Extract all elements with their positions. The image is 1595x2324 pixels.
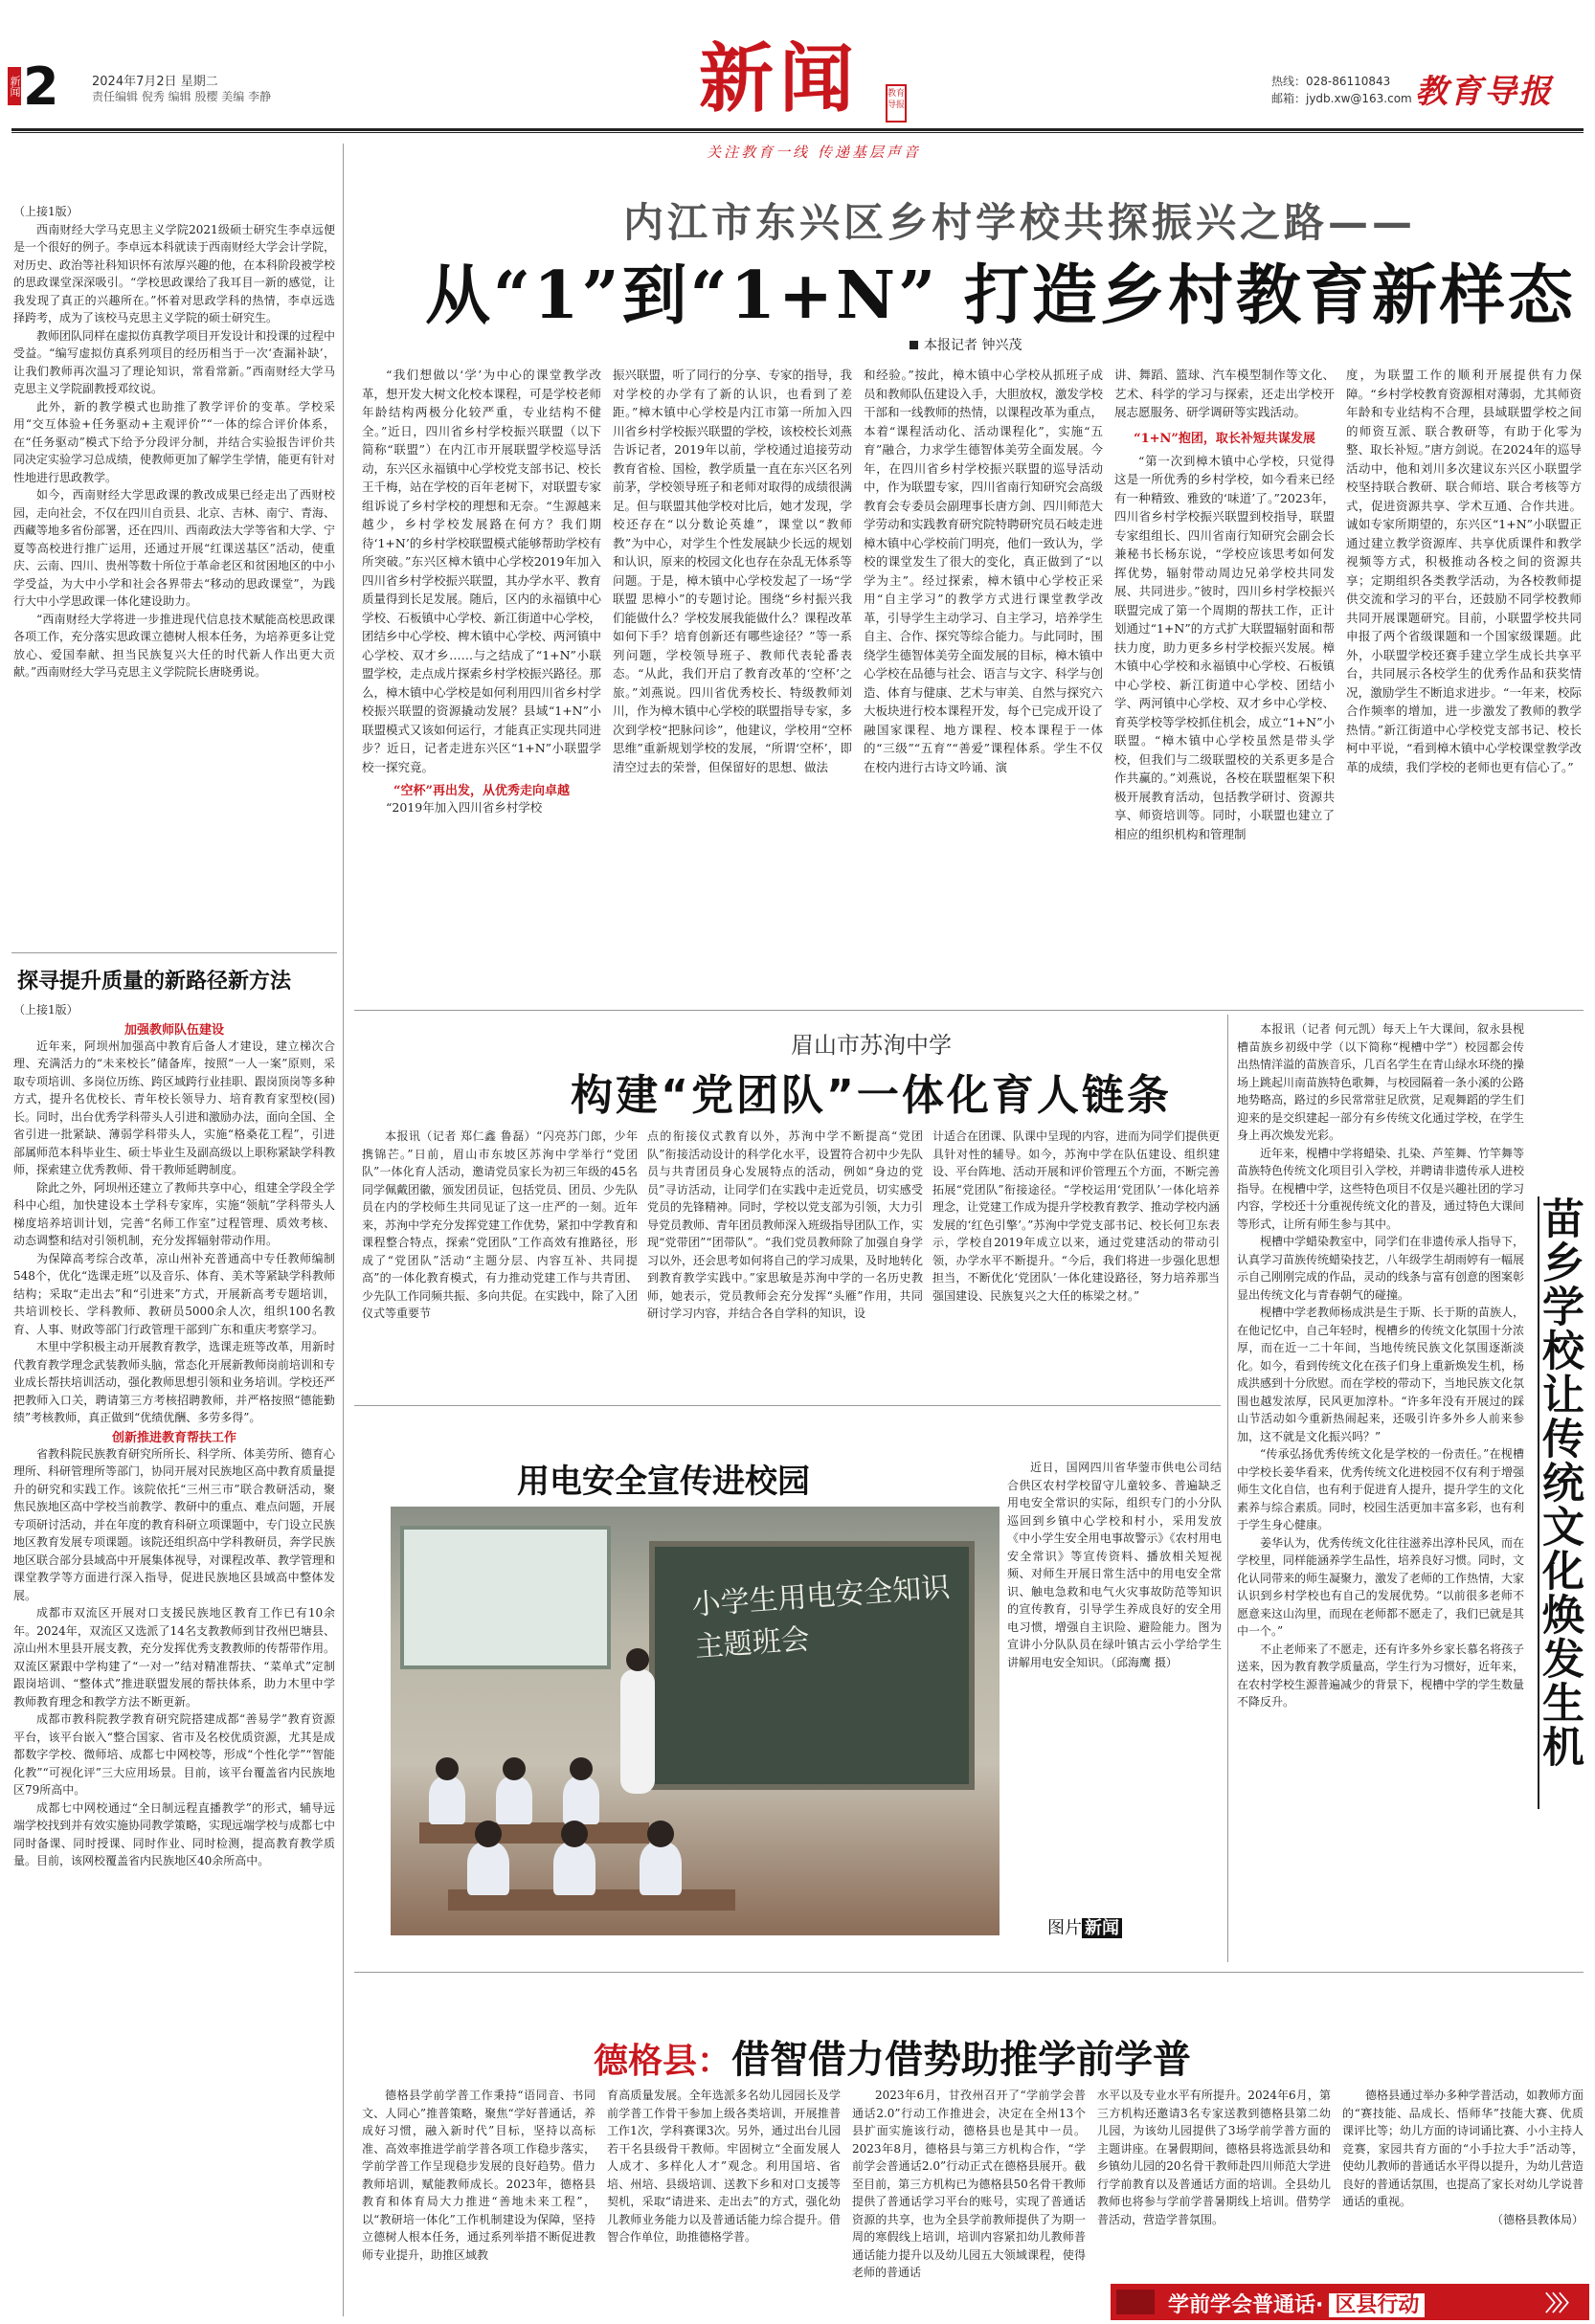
lead-column-4 (1114, 366, 1335, 997)
paragraph: 2023年6月，甘孜州召开了“学前学会普通话2.0”行动工作推进会，决定在全州13个县扩面实施该行动，德格县也是其中一员。2023年8月，德格县与第三方机构合作，“学前学会普通话2.0”行动正式在德格县展开。截至目前，第三方机构已为德格县50名骨干教师提供了普通话学习平台的账号，实现了普通话资源的共享，也为全县学前教师提供了为期一周的寒假线上培训，培训内容紧扣幼儿教师普通话能力提升以及幼儿园五大领域课程，使得老师的普通话 (852, 2089, 1086, 2279)
left-story-2-title: 探寻提升质量的新路径新方法 (17, 970, 292, 994)
paragraph: 除此之外，阿坝州还建立了教师共享中心，组建全学段全学科中心组，加快建设本土学科专家库，实施“领航”学科带头人梯度培养培训计划，完善“名师工作室”过程管理、质效考核、动态调整和结对引领机制，充分发挥辐射带动作用。 (13, 1180, 335, 1247)
subheading: 创新推进教育帮扶工作 (111, 1430, 236, 1445)
paragraph: 成都七中网校通过“全日制远程直播教学”的形式，辅导远端学校找到并有效实施协同教学策略，实现远端学校与成都七中同时备课、同时授课、同时作业、同时检测，提高教育教学质量。目前，该网校覆盖省内民族地区40余所高中。 (13, 1800, 335, 1867)
continuation-note: （上接1版） (13, 205, 79, 218)
paragraph: 近年来，枧槽中学将蜡染、扎染、芦笙舞、竹竿舞等苗族特色传统文化项目引入学校，并聘请非遗传承人进校指导。在枧槽中学，这些特色项目不仅是兴趣社团的学习内容，学校还十分重视传统文化的普及，通过特色大课间等形式，让所有师生参与其中。 (1237, 1146, 1524, 1231)
paragraph: 枧槽中学老教师杨成洪是生于斯、长于斯的苗族人，在他记忆中，自己年轻时，枧槽乡的传统文化氛围十分浓厚，而在近一二十年间，当地传统民族文化氛围逐渐淡化。如今，看到传统文化在孩子们身上重新焕发生机，杨成洪感到十分欣慰。而在学校的带动下，当地民族文化氛围也越发浓厚，民风更加淳朴。“许多年没有开展过的踩山节活动如今重新热闹起来，还吸引许多外乡人前来参加，这不就是文化振兴吗？” (1237, 1306, 1524, 1443)
section-title: 新闻 (699, 35, 861, 123)
dege-headline (594, 2029, 1455, 2084)
dege-column-3 (852, 2087, 1086, 2320)
student-figure (553, 1842, 595, 1895)
paragraph: 振兴联盟，听了同行的分享、专家的指导，我对学校的办学有了新的认识，也看到了差距。”樟木镇中心学校是内江市第一所加入四川省乡村学校振兴联盟的学校，该校校长刘燕告诉记者，2019年以前，学校通过追接劳动教育省检、国检，教学质量一直在东兴区名列前茅，学校领导班子和老师对取得的成绩很满足。但与联盟其他学校对比后，她才发现，学校还存在“以分数论英雄”，课堂以“教师教”为中心，对学生个性发展缺少长远的规划和认识，原来的校园文化也存在杂乱无体系等问题。于是，樟木镇中心学校发起了一场“学联盟 思樟小”的专题讨论。围绕“乡村振兴我们能做什么？学校发展我能做什么？课程改革如何下手？培育创新还有哪些途径？”等一系列问题，学校领导班子、教师代表轮番表态。“从此，我们开启了教育改革的‘空杯’之旅。”刘燕说。四川省优秀校长、特级教师刘川，作为樟木镇中心学校的联盟指导专家，多次到学校“把脉问诊”，他建议，学校用“空杯思维”重新规划学校的发展，“所谓‘空杯’，即清空过去的荣誉，但保留好的思想、做法 (613, 368, 852, 774)
lead-story-bottom-rule (354, 1010, 1584, 1011)
paragraph: 教师团队同样在虚拟仿真教学项目开发设计和投课的过程中受益。“编写虚拟仿真系列项目的经历相当于一次‘查漏补缺’，让我们教师再次温习了理论知识，常看常新。”西南财经大学马克思主义学院副教授邓纹说。 (13, 328, 336, 395)
student-figure (563, 1777, 599, 1824)
paragraph: 如今，西南财经大学思政课的教改成果已经走出了西财校园，走向社会，不仅在四川自贡县、北京、吉林、南宁、青海、西藏等地多省份部署，还在四川、西南政法大学等省和大学、宁夏等高校进行推广运用，还通过开展“红课送基区”活动，使重庆、云南、四川、贵州等数十所位于革命老区和贫困地区的中小学受益，为大中小学和社会各界带去“移动的思政课堂”，为践行大中小学思政课一体化建设助力。 (13, 488, 336, 608)
left-story-1 (13, 203, 335, 682)
right-column-divider (1227, 1015, 1228, 1962)
paragraph: 本报讯（记者 何元凯）每天上午大课间，叙永县枧槽苗族乡初级中学（以下简称“枧槽中学”）校园都会传出热情洋溢的苗族音乐，几百名学生在青山绿水环绕的操场上跳起川南苗族特色歌舞，与校园隔着一条小溪的公路地势略高，路过的乡民常常驻足欣赏，足观舞蹈的学生们迎来的是交织建起一部分有乡传统文化通过学校，在学生身上再次焕发光彩。 (1237, 1022, 1524, 1142)
student-figure (429, 1777, 465, 1824)
paragraph: 为保障高考综合改革，凉山州补充普通高中专任教师编制548个，优化“选课走班”以及音乐、体育、美术等紧缺学科教师结构；采取“走出去”和“引进来”方式，开展新高考专题培训，共培训校长、学科教师、教研员5000余人次，组织100名教育、人事、财政等部门行政管理干部到广东和重庆考察学习。 (13, 1251, 335, 1336)
paragraph: 成都市双流区开展对口支援民族地区教育工作已有10余年。2024年，双流区又选派了14名支教教师到甘孜州巴塘县、凉山州木里县开展支教，充分发挥优秀支教教师的传帮带作用。双流区紧跟中学构建了“一对一”结对精准帮扶、“菜单式”定制跟岗培训、“整体式”推进联盟发展的帮扶体系，助力木里中学教师教育理念和教学方法不断更新。 (13, 1606, 335, 1709)
left-column-divider (343, 144, 344, 2316)
paragraph: 点的衔接仪式教育以外，苏洵中学不断提高“党团队”衔接活动设计的科学化水平，设置符合初中少先队员与共青团员身心发展特点的活动，例如“身边的党员”寻访活动，让同学们在实践中走近党员，切实感受党员的先锋精神。同时，学校以党支部为引领，大力引导党员教师、青年团员教师深入班级指导团队工作，实现“党带团”“团带队”。“我们党员教师除了加强自身学习以外，还会思考如何将自己的学习成果，及时地转化到教育教学实践中。”家思敏是苏洵中学的一名历史教师，她表示，党员教师会充分发挥“头雁”作用，共同研讨学习内容，并结合各自学科的知识，设 (647, 1129, 923, 1320)
paragraph: 不止老师来了不愿走，还有许多外乡家长慕名将孩子送来，因为教育教学质量高，学生行为习惯好，近年来，在农村学校生源普遍减少的背景下，枧槽中学的学生数量不降反升。 (1237, 1642, 1524, 1709)
paragraph: 本报讯（记者 郑仁鑫 鲁磊）“闪亮苏门郎，少年携锦芒。”日前，眉山市东坡区苏洵中学举行“党团队”一体化育人活动，邀请党员家长为初三年级的45名同学佩戴团徽，颁发团员证，包括党员、团员、少先队员在内的学校师生共同见证了这一庄严的一刻。近年来，苏洵中学充分发挥党建工作优势，紧扣中学教育和课程整合特点，探索“党团队”工作高效有推路径，形成了“党团队”活动“主题分层、内容互补、共同提高”的一体化教育模式，有力推动党建工作与共青团、少先队工作同频共振、多向共促。在实践中，除了入团仪式等重要节 (362, 1129, 638, 1320)
window-image (400, 1526, 611, 1669)
left-story-2 (13, 1001, 335, 2322)
lead-kicker: 内江市东兴区乡村学校共探振兴之路—— (622, 199, 1416, 246)
lead-headline: 从“1”到“1+N” 打造乡村教育新样态 (425, 257, 1576, 334)
page-number: 2 (23, 56, 59, 117)
tag-prefix: 图片 (1047, 1918, 1082, 1938)
photo-headline: 用电安全宣传进校园 (517, 1463, 810, 1501)
paragraph: 枧槽中学蜡染教室中，同学们在非遗传承人指导下，认真学习苗族传统蜡染技艺，八年级学生胡雨婷有一幅展示自己刚刚完成的作品，灵动的线条与富有创意的图案彰显出传统文化与青春朝气的碰撞。 (1237, 1235, 1524, 1302)
desk-shape (419, 1822, 649, 1844)
student-head (436, 1757, 459, 1780)
meishan-headline: 构建“党团队”一体化育人链条 (571, 1071, 1172, 1120)
photo-caption (1007, 1459, 1222, 1909)
tagline: 关注教育一线 传递基层声音 (707, 144, 921, 161)
meishan-bottom-rule (354, 1405, 1221, 1406)
student-head (503, 1757, 526, 1780)
byline-square-icon (910, 341, 918, 349)
lead-column-2 (613, 366, 852, 997)
classroom-photo (391, 1507, 1000, 1935)
meishan-column-1 (362, 1128, 638, 1400)
student-figure (496, 1777, 532, 1824)
paragraph: 和经验。”按此，樟木镇中心学校从抓班子成员和教师队伍建设入手，大胆放权，激发学校干部和一线教师的热情，以课程改革为重点，本着“课程活动化、活动课程化”，实施“五育”融合，力求学生德智体美劳全面发展。今年，在四川省乡村学校振兴联盟的巡导活动中，作为联盟专家，四川省南行知研究会高级教育会专委员会副理事长唐方剑、四川师范大学劳动和实践教育研究院特聘研究员石岐走进樟木镇中心学校前门明亮，他们一致认为，学校的课堂发生了很大的变化，真正做到了“以学为主”。经过探索，樟木镇中心学校正采用“自主学习”的教学方式进行课堂教学改革，引导学生主动学习、自主学习，培养学生自主、合作、探究等综合能力。与此同时，围绕学生德智体美劳全面发展的目标，樟木镇中心学校在品德与社会、语言与文字、科学与创造、体育与健康、艺术与审美、自然与探究六大板块进行校本课程开发，每个已完成开设了融国家课程、地方课程、校本课程于一体的“三级”“五育”“善爱”课程体系。学生不仅在校内进行古诗文吟诵、演 (864, 368, 1103, 774)
contact-info (1271, 73, 1412, 107)
subheading: “1+N”抱团，取长补短共谋发展 (1134, 431, 1315, 446)
byline-text: 本报记者 钟兴茂 (924, 338, 1022, 353)
caption-text: 近日，国网四川省华蓥市供电公司结合供区农村学校留守儿童较多、普遍缺乏用电安全常识的实际，组织专门的小分队巡回到乡镇中心学校和村小，采用发放《中小学生安全用电事故警示》《农村用电安全常识》等宣传资料、播放相关短视频、对师生开展日常生活中的用电安全常识、触电急救和电气火灾事故防范等知识的宣传教育，引导学生养成良好的安全用电习惯，增强自主识险、避险能力。图为宣讲小分队队员在绿叶镇古云小学给学生讲解用电安全知识。（邱海鹰 摄） (1007, 1461, 1222, 1669)
continuation-note: （上接1版） (13, 1003, 79, 1017)
paragraph: 姜华认为，优秀传统文化往往滋养出淳朴民风，而在学校里，同样能涵养学生品性，培养良好习惯。同时，文化认同带来的师生凝聚力，激发了老师的工作热情，大家认识到乡村学校也有自己的发展优势。“以前很多老师不愿意来这山沟里，而现在老师都不愿走了，我们已就是其中一个。” (1237, 1535, 1524, 1638)
student-figure (640, 1842, 682, 1895)
student-figure (467, 1842, 509, 1895)
meishan-kicker: 眉山市苏洵中学 (791, 1032, 952, 1059)
paragraph: 育高质量发展。全年选派多名幼儿园园长及学前学普工作骨干参加上级各类培训，开展推普工作1次，学科赛课3次。另外，通过出台儿园若干名县级骨干教师。牢固树立“全面发展人人成才、多样化人才”观念。利用国培、省培、州培、县级培训、送教下乡和对口支援等契机，采取“请进来、走出去”的方式，强化幼儿教师业务能力以及普通话能力综合提升。借智合作单位，助推德格学普。 (607, 2089, 841, 2244)
paragraph: “西南财经大学将进一步推进现代信息技术赋能高校思政课各项工作，充分落实思政课立德树人根本任务，为培养更多让党放心、爱国奉献、担当民族复兴大任的时代新人作出更大贡献。”西南财经大学马克思主义学院院长唐晓勇说。 (13, 612, 336, 679)
paragraph: “2019年加入四川省乡村学校 (386, 800, 543, 815)
photo-story-bottom-rule (354, 1972, 1584, 1973)
page-badge: 新闻 (8, 67, 21, 105)
miao-story-body (1237, 1020, 1524, 1963)
meishan-column-3 (932, 1128, 1220, 1400)
paragraph: 成都市教科院教学教育研究院搭建成都“善易学”教育资源平台，该平台嵌入“整合国家、省市及名校优质资源，尤其是成都数字学校、微师培、成都七中网校等，形成“个性化学”“智能化教”“可视化评”三大应用场景。目前，该平台覆盖省内民族地区79所高中。 (13, 1712, 335, 1797)
ribbon-icon (1116, 2290, 1155, 2314)
page-number-block (8, 56, 63, 119)
seal-icon: 教育导报 (886, 84, 907, 123)
student-head (570, 1757, 593, 1780)
lead-column-3 (864, 366, 1103, 997)
left-story-rule (11, 952, 337, 953)
subheading: 加强教师队伍建设 (124, 1022, 224, 1038)
masthead-rule-thin (11, 132, 1584, 133)
footer-banner (1111, 2284, 1589, 2320)
lead-column-5 (1346, 366, 1582, 997)
dege-headline-text: 借智借力借势助推学前学普 (731, 2038, 1192, 2082)
editor-line: 责任编辑 倪秀 编辑 殷樱 美编 李静 (92, 90, 272, 103)
paragraph: 计适合在团课、队课中呈现的内容，进而为同学们提供更具针对性的辅导。如今，苏洵中学在队伍建设、组织建设、平台阵地、活动开展和评价管理五个方面，不断完善拓展“党团队”衔接途径。“学校运用‘党团队’一体化培养理念，让党建工作成为提升学校教育教学、推动学校内涵发展的‘红色引擎’。”苏洵中学党支部书记、校长何卫东表示，学校自2019年成立以来，通过党建活动的带动引领，办学水平不断提升。“今后，我们将进一步强化思想担当，不断优化‘党团队’一体化建设路径，努力培养那当强国建设、民族复兴之大任的栋梁之材。” (932, 1129, 1220, 1303)
student-head (647, 1821, 674, 1847)
banner-tag: 区县行动 (1329, 2293, 1425, 2317)
paragraph: 省教科院民族教育研究所所长、科学所、体美劳所、德育心理所、科研管理所等部门，协同开展对民族地区高中教育质量提升的研究和实践工作。该院依托“三州三市”联合教研活动，聚焦民族地区高中学校当前教学、教研中的重点、难点问题，开展专项研讨活动，并在年度的教育科研立项课题中，专门设立民族地区教育发展专项课题。该院还组织高中学科教研员，奔学民族地区联合部分县域高中开展集体视导，对课程改革、教学管理和课堂教学等方面进行深入指导，促进民族地区县域高中整体发展。 (13, 1446, 335, 1602)
dege-column-2 (607, 2087, 841, 2320)
dege-place: 德格县： (594, 2042, 732, 2081)
dege-column-1 (362, 2087, 595, 2320)
paper-logo: 教育导报 (1415, 73, 1553, 111)
paragraph: 此外，新的教学模式也助推了教学评价的变革。学校采用“交互体验+任务驱动+主观评价”“一体的综合评价体系，在“任务驱动”模式下给予分段评分制，并结合实验报告评价共同决定实验学习总成绩，使教师更加了解学生学情，能更有针对性地进行思政教学。 (13, 399, 336, 484)
paragraph: 近年来，阿坝州加强高中教育后备人才建设，建立梯次合理、充满活力的“未来校长”储备库，按照“一人一案”原则，采取专项培训、多岗位历练、跨区域跨行业挂职、跟岗顶岗等多种方式，提升名优校长、青年校长领导力、培育教育家型校(园)长。同时，出台优秀学科带头人引进和激励办法，面向全国、全省引进一批紧缺、薄弱学科带头人，实施“格桑花工程”，引进部属师范本科毕业生、硕士毕业生及副高级以上职称紧缺学科教师，探索建立优秀教师、骨干教师延聘制度。 (13, 1039, 335, 1176)
photo-news-tag (1047, 1914, 1122, 1939)
paragraph: “第一次到樟木镇中心学校，只觉得这是一所优秀的乡村学校，如今看来已经有一种精致、雅致的‘味道’了。”2023年，四川省乡村学校振兴联盟到校指导，联盟专家组组长、四川省南行知研究会副会长兼秘书长杨东说，“学校应该思考如何发挥优势，辐射带动周边兄弟学校共同发展、共同进步。”彼时，四川乡村学校振兴联盟完成了第一个周期的帮扶工作，正计划通过“1+N”的方式扩大联盟辐射面和帮扶力度，助力更多乡村学校振兴发展。樟木镇中心学校和永福镇中心学校、石板镇中心学校、新江街道中心学校、团结小学、两河镇中心学校、双才乡中心学校、育英学校等学校抓住机会，成立“1+N”小联盟。“樟木镇中心学校虽然是带头学校，但我们与二级联盟校的关系更多是合作共赢的。”刘燕说，各校在联盟框架下积极开展教育活动，包括教学研讨、资源共享、师资培训等。同时，小联盟也建立了相应的组织机构和管理制 (1114, 453, 1335, 841)
chevron-right-icon: 〉〉〉 (1544, 2292, 1576, 2316)
paragraph: “我们想做以‘学’为中心的课堂教学改革，想开发大树文化校本课程，可是学校老师年龄结构两极分化较严重，专业结构不健全。”近日，四川省乡村学校振兴联盟（以下简称“联盟”）在内江市开展联盟学校巡导活动，东兴区永福镇中心学校党支部书记、校长王千梅，站在学校的百年老树下，对联盟专家组诉说了乡村学校的理想和无奈。“生源越来越少，乡村学校发展路在何方？我们期待‘1+N’的乡村学校联盟模式能够帮助学校有所突破。”东兴区樟木镇中心学校2019年加入四川省乡村学校振兴联盟，其办学水平、教育质量得到长足发展。随后，区内的永福镇中心学校、石板镇中心学校、新江街道中心学校，团结乡中心学校、椑木镇中心学校、两河镇中心学校、双才乡……与之结成了“1+N”小联盟学校，走点成片探索乡村学校振兴路径。那么，樟木镇中心学校是如何利用四川省乡村学校振兴联盟的资源撬动发展？县域“1+N”小联盟模式又该如何运行，才能真正实现共同进步？近日，记者走进东兴区“1+N”小联盟学校一探究竟。 (362, 368, 601, 774)
paragraph: 度，为联盟工作的顺利开展提供有力保障。“乡村学校教育资源相对薄弱，尤其师资年龄和专业结构不合理，县域联盟学校之间的师资互派、联合教研等，有助于化零为整、取长补短。”唐方剑说。在2024年的巡导活动中，他和刘川多次建议东兴区小联盟学校坚持联合教研、联合师培、联合考核等方式，促进资源共享、学术互通、合作共进。诚如专家所期望的，东兴区“1+N”小联盟正通过建立教学资源库、共享优质课件和教学视频等方式，积极推动各校之间的资源共享；定期组织各类教学活动，为各校教师提供交流和学习的平台，还鼓励不同学校教师共同开展课题研究。目前，小联盟学校共同申报了两个省级课题和一个国家级课题。此外，小联盟学校还赛手建立学生成长共享平台，共同展示各校学生的优秀作品和获奖情况，激励学生不断追求进步。“一年来，校际合作频率的增加，进一步激发了教师的教学热情。”新江街道中心学校党支部书记、校长柯中平说，“看到樟木镇中心学校课堂教学改革的成绩，我们学校的老师也更有信心了。” (1346, 368, 1582, 774)
paragraph: 德格县学前学普工作秉持“语同音、书同文、人同心”推普策略，聚焦“学好普通话，养成好习惯，融入新时代”目标，坚持以高标准、高效率推进学前学普各项工作稳步落实，学前学普工作呈现稳步发展的良好趋势。借力教师培训，赋能教师成长。2023年，德格县教育和体育局大力推进“善地未来工程”，以“教研培一体化”工作机制建设为保障，坚持立德树人根本任务，通过系列举措不断促进教师专业提升，助推区域教 (362, 2089, 595, 2262)
paragraph: 水平以及专业水平有所提升。2024年6月，第三方机构还邀请3名专家送教到德格县第二幼儿园，为该幼儿园提供了3场学前学普方面的主题讲座。在暑假期间，德格县将选派县幼和乡镇幼儿园的20名骨干教师赴四川师范大学进行学前教育以及普通话方面的培训。全县幼儿教师也将参与学前学普暑期线上培训。借势学普活动，营造学普氛围。 (1097, 2089, 1331, 2226)
date-line: 2024年7月2日 星期二 (92, 75, 218, 89)
paragraph: 西南财经大学马克思主义学院2021级硕士研究生李卓远便是一个很好的例子。李卓远本科就读于西南财经大学会计学院，对历史、政治等社科知识怀有浓厚兴趣的他，在本科阶段被学校的思政课堂深深吸引。“学校思政课给了我耳目一新的感觉，让我发现了真正的兴趣所在。”怀着对思政学科的热情，李卓远选择跨考，成为了该校马克思主义学院的硕士研究生。 (13, 222, 336, 324)
dege-column-4 (1097, 2087, 1331, 2278)
paragraph: 讲、舞蹈、篮球、汽车模型制作等文化、艺术、科学的学习与探索，还走出学校开展志愿服务、研学调研等实践活动。 (1114, 368, 1335, 419)
subheading: “空杯”再出发，从优秀走向卓越 (393, 784, 570, 798)
dege-column-5 (1342, 2087, 1584, 2278)
paragraph: “传承弘扬优秀传统文化是学校的一份责任。”在枧槽中学校长姜华看来，优秀传统文化进校园不仅有利于增强师生文化自信，也有利于促进育人提升，提升学生的文化素养与综合素质。同时，校园生活更加丰富多彩，也有利于学生身心健康。 (1237, 1447, 1524, 1531)
credit: （德格县教体局） (1491, 2212, 1584, 2226)
contact-phone: 热线：028-86110843 (1271, 75, 1391, 88)
miao-vertical-headline: 苗乡学校让传统文化焕发生机 (1538, 1196, 1589, 1809)
paragraph: 德格县通过举办多种学普活动，如教师方面的“赛技能、品成长、悟师华”技能大赛、优质课评比等；幼儿方面的诗词诵比赛、小小主持人竞赛，家园共育方面的“小手拉大手”活动等，使幼儿教师的普通话水平得以提升，为幼儿营造良好的普通话氛围，也提高了家长对幼儿学说普通话的重视。 (1342, 2089, 1584, 2208)
blackboard-text: 小学生用电安全知识主题班会 (690, 1571, 952, 1665)
byline (910, 335, 1022, 354)
student-head (561, 1821, 588, 1847)
meishan-column-2 (647, 1128, 923, 1400)
contact-email: 邮箱：jydb.xw@163.com (1271, 92, 1412, 105)
teacher-figure (620, 1669, 655, 1794)
tag-word: 新闻 (1082, 1918, 1122, 1938)
banner-text: 学前学会普通话· (1168, 2293, 1324, 2317)
lead-column-1 (362, 366, 601, 997)
student-head (475, 1821, 502, 1847)
teacher-head (626, 1648, 649, 1671)
blackboard-image (649, 1541, 975, 1790)
paragraph: 木里中学积极主动开展教育教学，选课走班等改革，用新时代教育教学理念武装教师头脑，常态化开展新教师岗前培训和专业成长帮扶培训活动，强化教师思想引领和业务培训。学校还严把教师入口关，聘请第三方考核招聘教师，并严格按照“德能勤绩”考核教师，真正做到“优绩优酬、多劳多得”。 (13, 1340, 335, 1424)
masthead-rule (11, 128, 1584, 131)
